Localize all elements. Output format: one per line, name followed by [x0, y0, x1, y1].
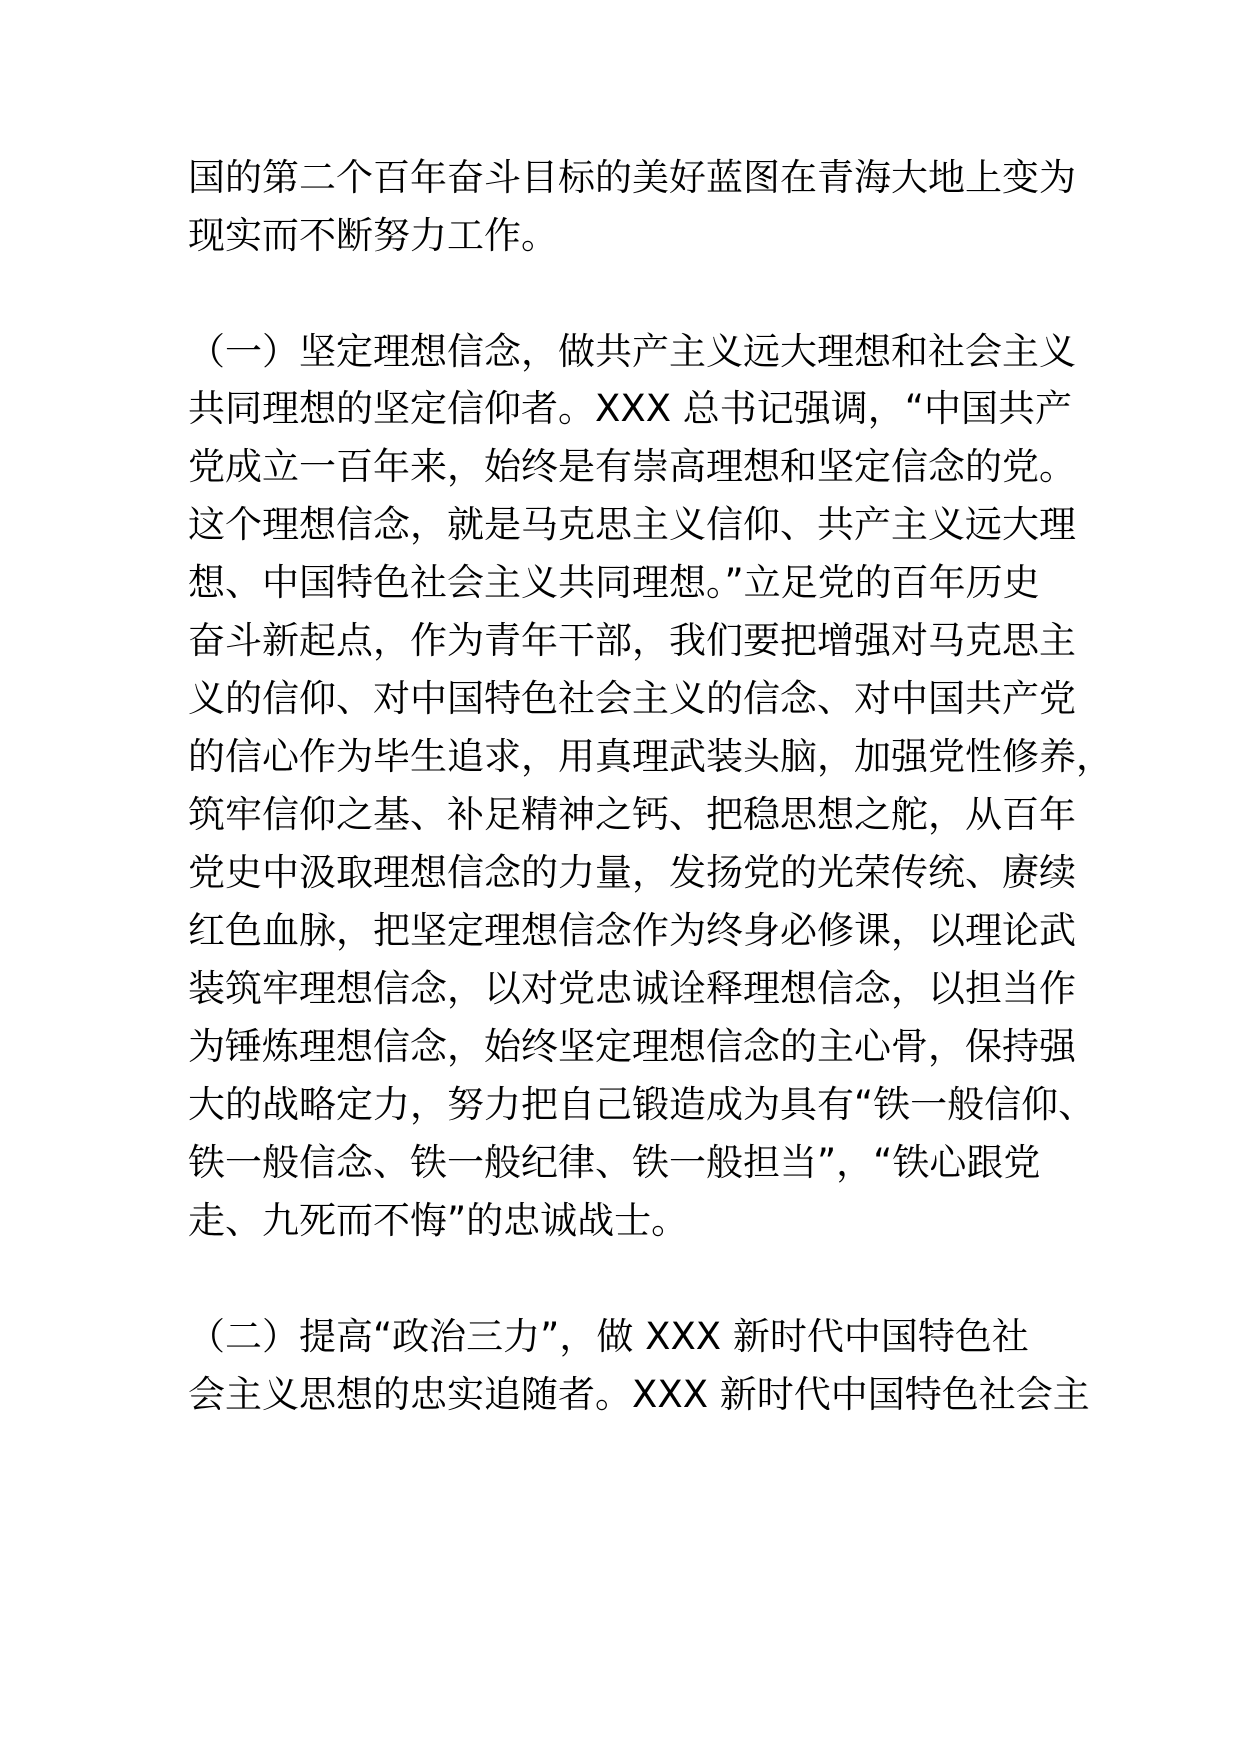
text-line: （二）提高“政治三力”，做 XXX 新时代中国特色社	[188, 1315, 1029, 1358]
text-line: （一）坚定理想信念，做共产主义远大理想和社会主义	[188, 330, 1076, 373]
text-line: 国的第二个百年奋斗目标的美好蓝图在青海大地上变为	[188, 156, 1076, 199]
text-line: 义的信仰、对中国特色社会主义的信念、对中国共产党	[188, 677, 1076, 720]
text-line: 奋斗新起点，作为青年干部，我们要把增强对马克思主	[188, 619, 1076, 662]
text-line: 走、九死而不悔”的忠诚战士。	[188, 1199, 689, 1242]
text-line: 会主义思想的忠实追随者。XXX 新时代中国特色社会主	[188, 1373, 1090, 1416]
text-line: 红色血脉，把坚定理想信念作为终身必修课，以理论武	[188, 909, 1076, 952]
text-line: 党史中汲取理想信念的力量，发扬党的光荣传统、赓续	[188, 851, 1076, 894]
text-line: 共同理想的坚定信仰者。XXX 总书记强调，“中国共产	[188, 387, 1072, 430]
text-line: 现实而不断努力工作。	[188, 214, 558, 257]
text-line: 大的战略定力，努力把自己锻造成为具有“铁一般信仰、	[188, 1083, 1096, 1126]
text-line: 筑牢信仰之基、补足精神之钙、把稳思想之舵，从百年	[188, 793, 1076, 836]
text-line: 装筑牢理想信念，以对党忠诚诠释理想信念，以担当作	[188, 967, 1076, 1010]
text-line: 为锤炼理想信念，始终坚定理想信念的主心骨，保持强	[188, 1025, 1076, 1068]
text-line: 想、中国特色社会主义共同理想。”立足党的百年历史	[188, 561, 1040, 604]
text-line: 的信心作为毕生追求，用真理武装头脑，加强党性修养，	[188, 735, 1113, 778]
text-line: 这个理想信念，就是马克思主义信仰、共产主义远大理	[188, 503, 1076, 546]
text-line: 党成立一百年来，始终是有崇高理想和坚定信念的党。	[188, 445, 1076, 488]
text-line: 铁一般信念、铁一般纪律、铁一般担当”，“铁心跟党	[188, 1141, 1041, 1184]
